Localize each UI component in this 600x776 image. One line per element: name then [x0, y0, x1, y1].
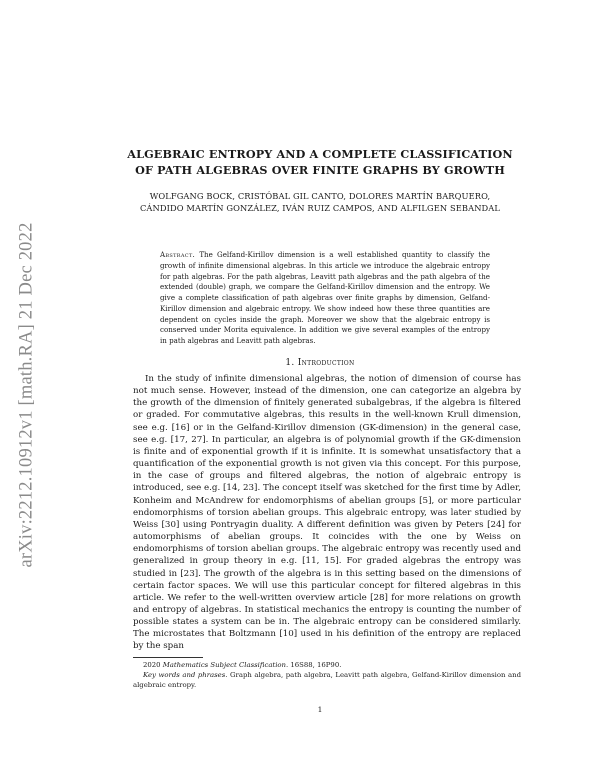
footnote-keywords-label: Key words and phrases. — [143, 671, 228, 679]
title-line-1: ALGEBRAIC ENTROPY AND A COMPLETE CLASSIFICATION — [127, 147, 513, 161]
footnote-keywords-text: Graph algebra, path algebra, Leavitt path algebra, Gelfand-Kirillov dimension and algebraic entropy. — [133, 671, 521, 689]
page-number: 1 — [317, 705, 323, 714]
footnote-msc-label: Mathematics Subject Classification. — [162, 661, 289, 669]
abstract — [160, 250, 490, 347]
title-line-2: OF PATH ALGEBRAS OVER FINITE GRAPHS BY GROWTH — [135, 163, 505, 177]
arxiv-identifier: arXiv:2212.10912v1 [math.RA] 21 Dec 2022 — [16, 222, 37, 568]
footnotes — [133, 660, 521, 690]
footnote-msc — [133, 660, 521, 670]
footnote-keywords — [133, 670, 521, 690]
footnote-divider — [133, 657, 203, 658]
abstract-label: Abstract. — [160, 250, 196, 259]
introduction-paragraph: In the study of infinite dimensional algebras, the notion of dimension of course has not much sense. However, instead of the dimension, one can categorize an algebra by the growth of the dimension of finitely generated subalgebras, if the algebra is filtered or graded. For commutative algebras, this results in the well-known Krull dimension, see e.g. [16] or in the Gelfand-Kirillov dimension (GK-dimension) in the general case, see e.g. [17, 27]. In particular, an algebra is of polynomial growth if the GK-dimension is finite and of exponential growth if it is infinite. It is somewhat unsatisfactory that a quantification of the exponential growth is not given via this concept. For this purpose, in the case of groups and filtered algebras, the notion of algebraic entropy is introduced, see e.g. [14, 23]. The concept itself was sketched for the first time by Adler, Konheim and McAndrew for endomorphisms of abelian groups [5], or more particular endomorphisms of torsion abelian groups. This algebraic entropy, was later studied by Weiss [30] using Pontryagin duality. A different definition was given by Peters [24] for automorphisms of abelian groups. It coincides with the one by Weiss on endomorphisms of torsion abelian groups. The algebraic entropy was recently used and generalized in group theory in e.g. [11, 15]. For graded algebras the entropy was studied in [23]. The growth of the algebra is in this setting based on the dimensions of certain factor spaces. We will use this particular concept for filtered algebras in this article. We refer to the well-written overview article [28] for more relations on growth and entropy of algebras. In statistical mechanics the entropy is counting the number of possible states a system can be in. The algebraic entropy can be considered similarly. The microstates that Boltzmann [10] used in his definition of the entropy are replaced by the span — [133, 374, 521, 652]
arxiv-sidebar-stamp — [14, 170, 40, 620]
paper-title — [100, 146, 540, 178]
author-list — [100, 190, 540, 214]
introduction-body — [133, 373, 521, 653]
footnote-msc-text: 16S88, 16P90. — [290, 661, 342, 669]
authors-line-1: WOLFGANG BOCK, CRISTÓBAL GIL CANTO, DOLORES MARTÍN BARQUERO, — [149, 191, 491, 201]
authors-line-2: CÁNDIDO MARTÍN GONZÁLEZ, IVÁN RUIZ CAMPOS, AND ALFILGEN SEBANDAL — [139, 203, 501, 213]
section-heading-introduction: 1. Introduction — [285, 358, 355, 368]
abstract-text: The Gelfand-Kirillov dimension is a well established quantity to classify the growth of infinite dimensional algebras. In this article we introduce the algebraic entropy for path algebras. For the path algebras, Leavitt path algebras and the path algebra of the extended (double) graph, we compare the Gelfand-Kirillov dimension and the entropy. We give a complete classification of path algebras over finite graphs by dimension, Gelfand-Kirillov dimension and algebraic entropy. We show indeed how these three quantities are dependent on cycles inside the graph. Moreover we show that the algebraic entropy is conserved under Morita equivalence. In addition we give several examples of the entropy in path algebras and Leavitt path algebras. — [160, 250, 490, 345]
footnote-msc-year: 2020 — [143, 661, 161, 669]
